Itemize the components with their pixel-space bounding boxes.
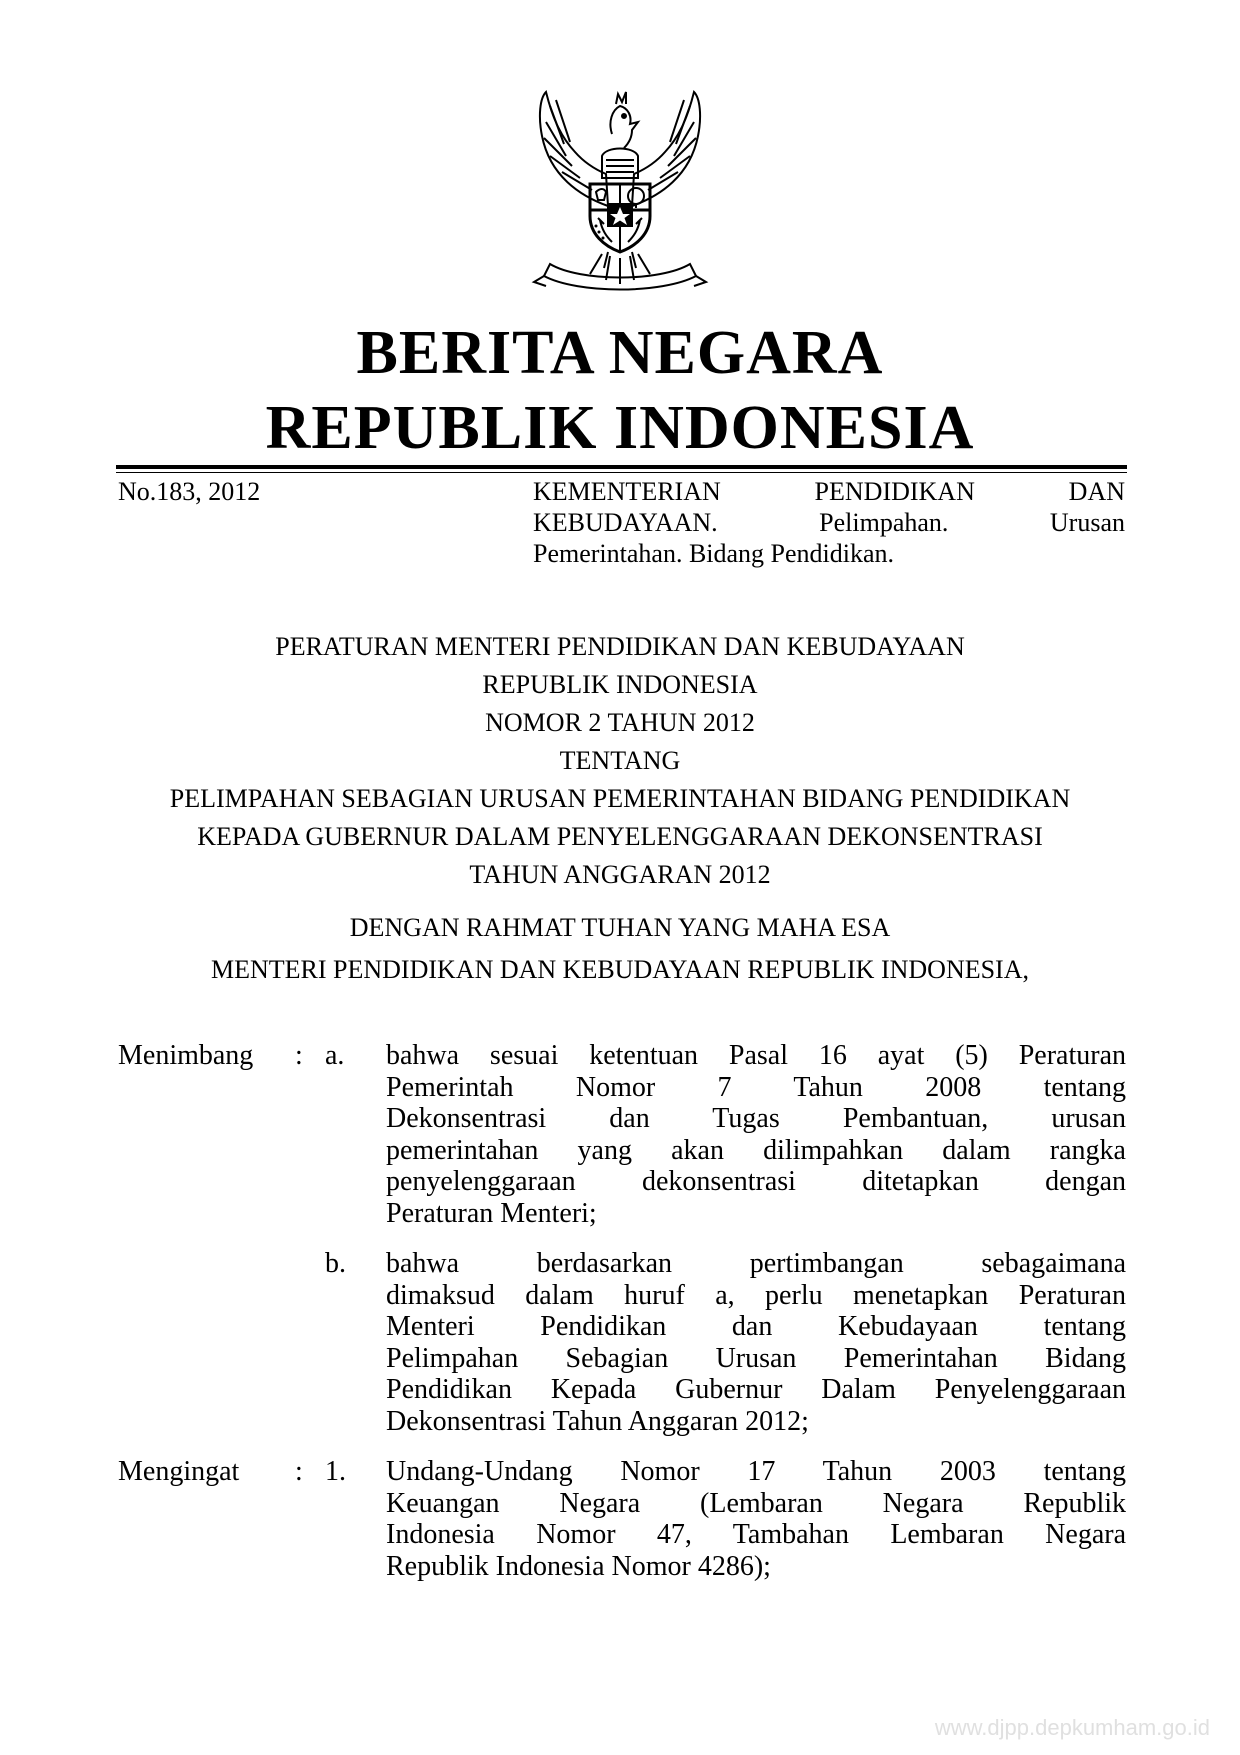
- paragraph-line: dimaksud dalam huruf a, perlu menetapkan Peraturan: [386, 1279, 1126, 1311]
- paragraph-line: pemerintahan yang akan dilimpahkan dalam rangka: [386, 1134, 1126, 1166]
- paragraph-line: Keuangan Negara (Lembaran Negara Republik: [386, 1487, 1126, 1519]
- masthead-rule: [116, 465, 1127, 469]
- paragraph-line: Dekonsentrasi Tahun Anggaran 2012;: [386, 1405, 809, 1437]
- summary-line: KEMENTERIAN PENDIDIKAN DAN: [533, 477, 1125, 506]
- paragraph-line: Indonesia Nomor 47, Tambahan Lembaran Negara: [386, 1519, 1126, 1550]
- preamble-line: DENGAN RAHMAT TUHAN YANG MAHA ESA: [349, 913, 891, 942]
- regulation-number: NOMOR 2 TAHUN 2012: [485, 708, 755, 737]
- paragraph-line: bahwa berdasarkan pertimbangan sebagaimana: [386, 1248, 1126, 1279]
- issue-summary: [533, 476, 1125, 569]
- paragraph-line: Undang-Undang Nomor 17 Tahun 2003 tentang: [386, 1456, 1126, 1487]
- menimbang-item-a: [386, 1040, 1126, 1229]
- garuda-emblem: [520, 86, 720, 302]
- paragraph-line: penyelenggaraan dekonsentrasi ditetapkan dengan: [386, 1166, 1126, 1197]
- mengingat-colon: :: [295, 1456, 303, 1487]
- summary-line: KEBUDAYAAN. Pelimpahan. Urusan: [533, 508, 1125, 537]
- paragraph-line: Dekonsentrasi dan Tugas Pembantuan, urusan: [386, 1103, 1126, 1134]
- menimbang-item-b: [386, 1248, 1126, 1437]
- menimbang-colon: :: [295, 1040, 303, 1071]
- menimbang-label: Menimbang: [118, 1040, 254, 1071]
- regulation-title-line: REPUBLIK INDONESIA: [482, 670, 758, 699]
- item-marker: b.: [325, 1248, 346, 1279]
- regulation-subject-line: PELIMPAHAN SEBAGIAN URUSAN PEMERINTAHAN BIDANG PENDIDIKAN: [169, 784, 1071, 813]
- paragraph-line: Menteri Pendidikan dan Kebudayaan tentang: [386, 1311, 1126, 1342]
- preamble-line: MENTERI PENDIDIKAN DAN KEBUDAYAAN REPUBLIK INDONESIA,: [210, 955, 1029, 984]
- regulation-subject-line: TAHUN ANGGARAN 2012: [469, 860, 771, 889]
- regulation-title-line: PERATURAN MENTERI PENDIDIKAN DAN KEBUDAYAAN: [275, 632, 965, 661]
- item-marker: a.: [325, 1040, 345, 1071]
- paragraph-line: Pendidikan Kepada Gubernur Dalam Penyelenggaraan: [386, 1374, 1126, 1405]
- mengingat-item-1: [386, 1456, 1126, 1582]
- masthead-rule-thin: [116, 472, 1127, 473]
- regulation-title: [100, 628, 1140, 989]
- paragraph-line: Republik Indonesia Nomor 4286);: [386, 1550, 771, 1582]
- watermark-url: www.djpp.depkumham.go.id: [934, 1715, 1210, 1740]
- paragraph-line: Peraturan Menteri;: [386, 1197, 597, 1229]
- paragraph-line: Pelimpahan Sebagian Urusan Pemerintahan Bidang: [386, 1342, 1126, 1374]
- issue-number: No.183, 2012: [118, 477, 261, 506]
- masthead-subtitle: REPUBLIK INDONESIA: [265, 394, 975, 462]
- mengingat-label: Mengingat: [118, 1456, 240, 1487]
- paragraph-line: bahwa sesuai ketentuan Pasal 16 ayat (5) Peraturan: [386, 1040, 1126, 1071]
- paragraph-line: Pemerintah Nomor 7 Tahun 2008 tentang: [386, 1071, 1126, 1103]
- regulation-title-line: TENTANG: [559, 746, 681, 775]
- regulation-subject-line: KEPADA GUBERNUR DALAM PENYELENGGARAAN DEKONSENTRASI: [197, 822, 1043, 851]
- item-marker: 1.: [325, 1456, 346, 1487]
- masthead-title: BERITA NEGARA: [356, 319, 884, 387]
- summary-line: Pemerintahan. Bidang Pendidikan.: [533, 539, 895, 568]
